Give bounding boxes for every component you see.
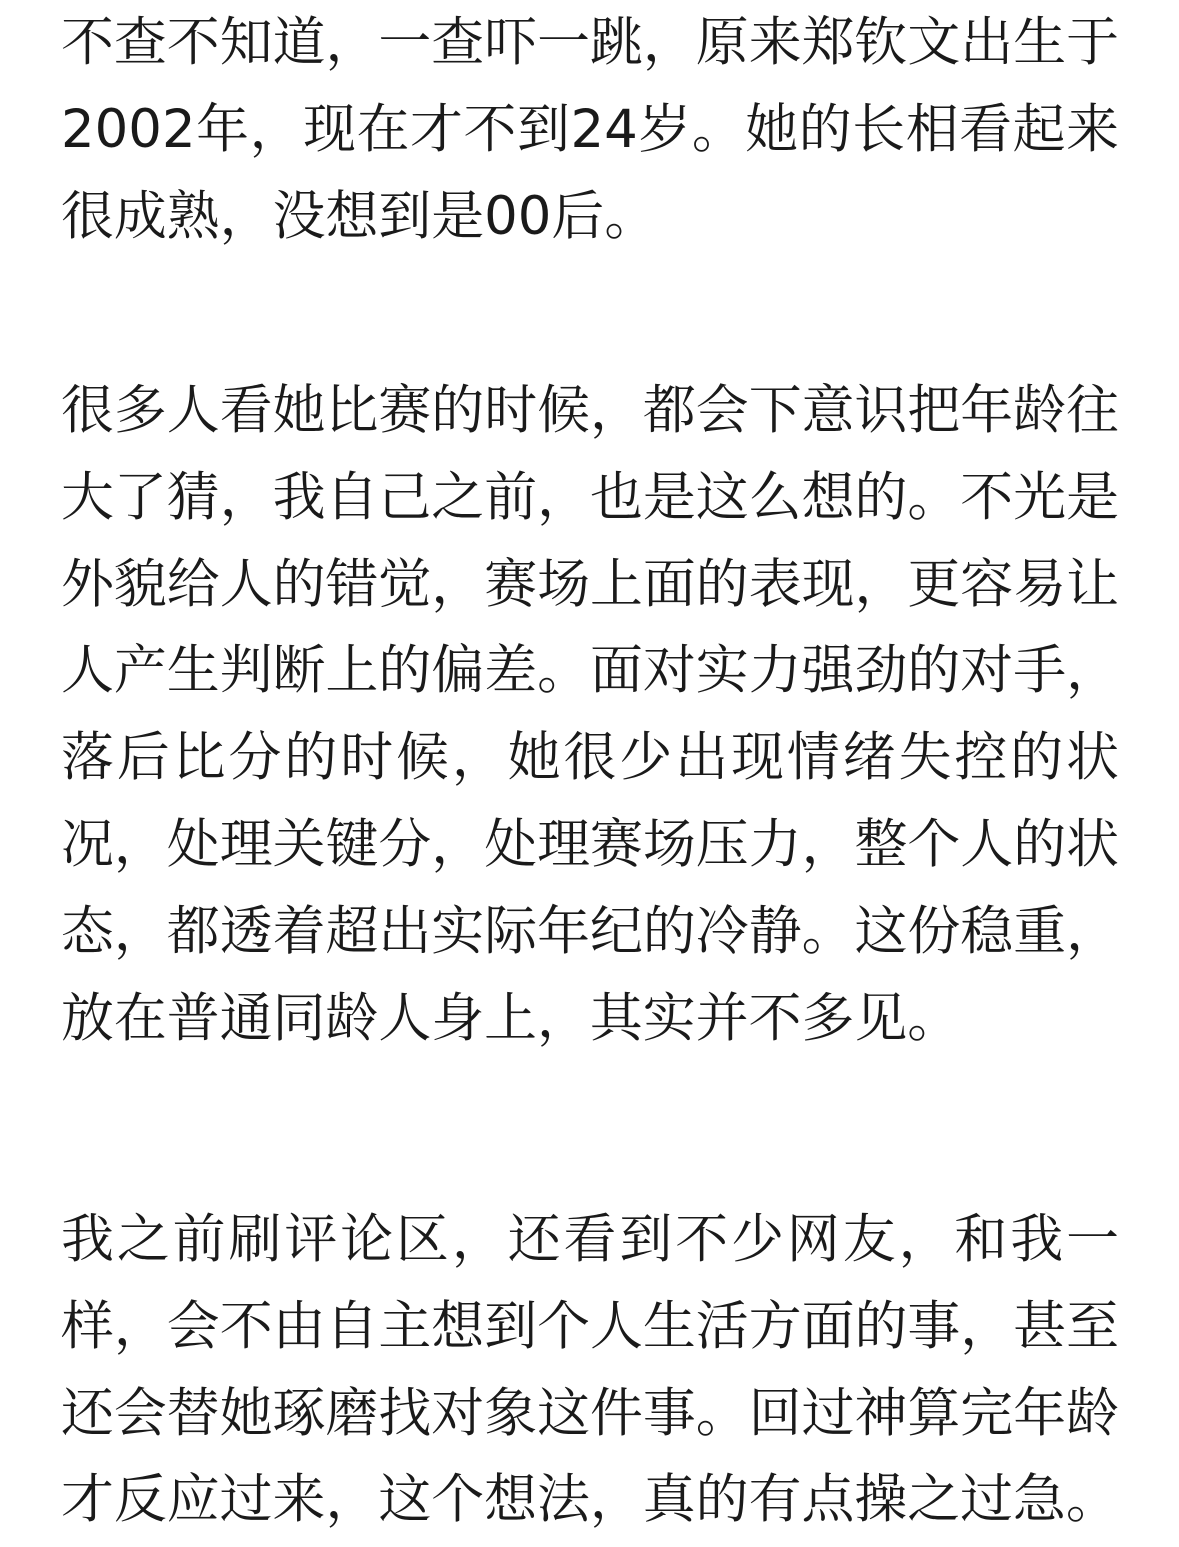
paragraph-3: 我之前刷评论区，还看到不少网友，和我一样，会不由自主想到个人生活方面的事，甚至还会替她琢磨找对象这件事。回过神算完年龄才反应过来，这个想法，真的有点操之过急。	[61, 1209, 1119, 1531]
paragraph-2: 很多人看她比赛的时候，都会下意识把年龄往大了猜，我自己之前，也是这么想的。不光是外貌给人的错觉，赛场上面的表现，更容易让人产生判断上的偏差。面对实力强劲的对手，落后比分的时候，她很少出现情绪失控的状况，处理关键分，处理赛场压力，整个人的状态，都透着超出实际年纪的冷静。这份稳重，放在普通同龄人身上，其实并不多见。	[61, 380, 1119, 1049]
paragraph-1: 不查不知道，一查吓一跳，原来郑钦文出生于2002年，现在才不到24岁。她的长相看起来很成熟，没想到是00后。	[61, 12, 1119, 247]
